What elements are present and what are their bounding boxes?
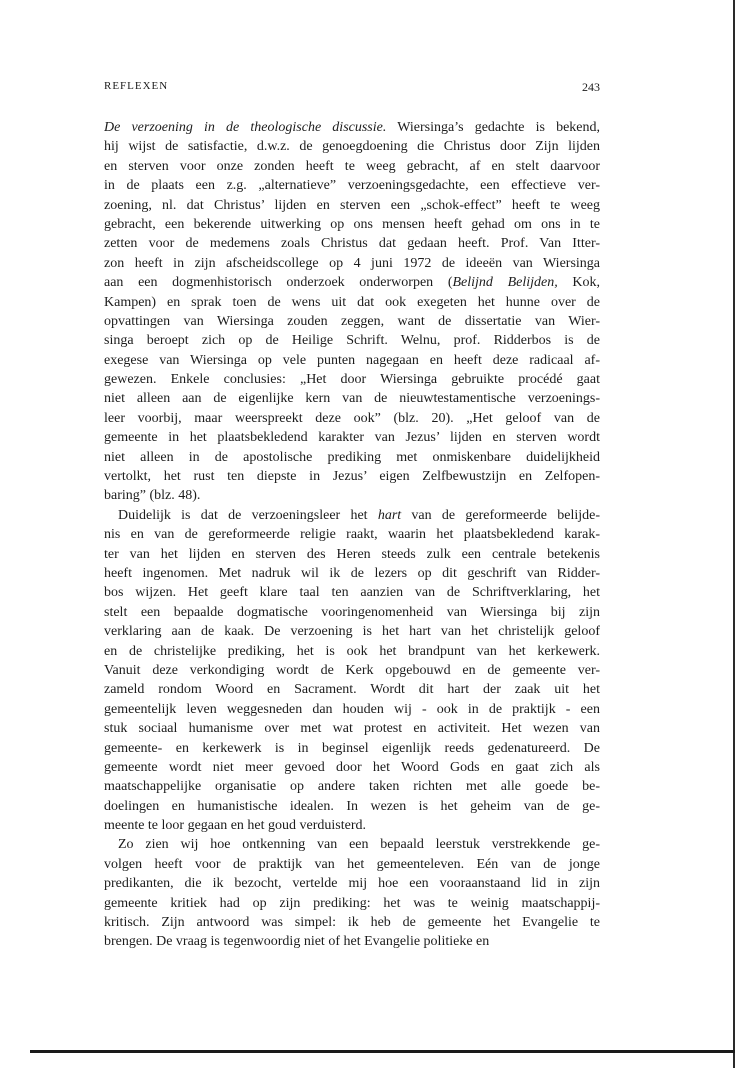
text-line [104,486,600,505]
text-line [104,835,600,854]
text-run: gewezen. Enkele conclusies: „Het door Wiersinga gebruikte procédé gaat [104,372,600,388]
text-run: verklaring aan de kaak. De verzoening is het hart van het christelijk geloof [104,624,600,640]
text-run: zon heeft in zijn afscheidscollege op 4 juni 1972 de ideeën van Wiersinga [104,255,600,271]
text-run: nis en van de gereformeerde religie raakt, waarin het plaatsbekledend karak- [104,527,600,543]
paragraph [104,118,600,506]
text-line [104,545,600,564]
text-line [104,758,600,777]
text-run: gemeente in het plaatsbekledend karakter van Jezus’ lijden en sterven wordt [104,430,600,446]
text-line [104,370,600,389]
text-run: doelingen en humanistische idealen. In wezen is het geheim van de ge- [104,798,600,814]
text-line [104,894,600,913]
text-line [104,719,600,738]
text-line [104,254,600,273]
text-run: predikanten, die ik bezocht, vertelde mij hoe een vooraanstaand lid in zijn [104,876,600,892]
text-line [104,273,600,292]
text-run: ter van het lijden en sterven des Heren steeds zulk een centrale betekenis [104,546,600,562]
text-line [104,583,600,602]
text-run: en de christelijke prediking, het is ook het brandpunt van het kerkewerk. [104,643,600,659]
paragraph [104,506,600,836]
text-run: opvattingen van Wiersinga zouden zeggen, want de dissertatie van Wier- [104,313,600,329]
text-run: singa beroept zich op de Heilige Schrift. Welnu, prof. Ridderbos is de [104,333,600,349]
scan-edge-right [733,0,735,1068]
text-run: niet alleen in de apostolische prediking met onmiskenbare duidelijkheid [104,449,600,465]
text-run: leer voorbij, maar weerspreekt deze ook” (blz. 20). „Het geloof van de [104,410,600,426]
text-line [104,777,600,796]
text-line [104,855,600,874]
page-number: 243 [582,80,600,94]
text-line [104,661,600,680]
text-line [104,797,600,816]
text-line [104,700,600,719]
text-line [104,234,600,253]
text-line [104,739,600,758]
text-run: Wiersinga’s gedachte is bekend, [386,120,600,135]
italic-text: hart [377,507,402,523]
text-line [104,351,600,370]
text-run: stelt een bepaalde dogmatische vooringenomenheid van Wiersinga bij zijn [104,604,600,620]
text-line [104,176,600,195]
text-line [104,816,600,835]
text-run: in de plaats een z.g. „alternatieve” verzoeningsgedachte, een effectieve ver- [104,178,600,194]
text-line [104,448,600,467]
text-run: Duidelijk is dat de verzoeningsleer het [118,507,378,523]
text-line [104,409,600,428]
paragraph [104,835,600,951]
text-line [104,525,600,544]
text-line [104,564,600,583]
text-run: gemeente- en kerkewerk is in beginsel eigenlijk reeds gedenatureerd. De [104,740,600,756]
text-line [104,137,600,156]
text-line [104,467,600,486]
italic-text: Belijnd Belijden, [452,275,558,291]
text-line [104,215,600,234]
text-line [104,913,600,932]
text-run: gemeente kritiek had op zijn prediking: het was te weinig maatschappij- [104,895,600,911]
text-line [104,293,600,312]
text-run: zameld rondom Woord en Sacrament. Wordt dit hart der zaak uit het [104,682,600,698]
text-run: meente te loor gegaan en het goud verduisterd. [104,818,367,834]
text-run: bos wijzen. Het geeft klare taal ten aanzien van de Schriftverklaring, het [104,585,600,601]
text-run: kritisch. Zijn antwoord was simpel: ik heb de gemeente het Evangelie te [104,915,600,931]
text-run: Vanuit deze verkondiging wordt de Kerk opgebouwd en de gemeente ver- [104,662,600,678]
scan-edge-bottom [30,1050,735,1053]
text-run: exegese van Wiersinga op vele punten nagegaan en heeft deze radicaal af- [104,352,600,368]
text-run: van de gereformeerde belijde- [401,507,600,523]
text-line [104,331,600,350]
text-line [104,506,600,525]
text-line [104,196,600,215]
text-run: hij wijst de satisfactie, d.w.z. de genoegdoening die Christus door Zijn lijden [104,139,600,155]
text-line [104,642,600,661]
text-line [104,932,600,951]
text-run: niet alleen aan de eigenlijke kern van de nieuwtestamentische verzoenings- [104,391,600,407]
text-run: aan een dogmenhistorisch onderzoek onderworpen ( [104,275,453,291]
text-run: Kok, [557,275,600,291]
text-line [104,603,600,622]
text-run: zetten voor de medemens zoals Christus dat gedaan heeft. Prof. Van Itter- [104,236,600,252]
text-line [104,874,600,893]
text-line [104,680,600,699]
text-run: vertolkt, het rust ten diepste in Jezus’ eigen Zelfbewustzijn en Zelfopen- [104,469,600,485]
text-run: baring” (blz. 48). [104,488,201,504]
text-run: Kampen) en sprak toen de wens uit dat ook exegeten het hunne over de [104,294,600,310]
running-title: REFLEXEN [104,80,169,92]
italic-text: De verzoening in de theologische discussie. [104,120,387,135]
text-run: stuk sociaal humanisme over met wat protest en activiteit. Het wezen van [104,721,600,737]
running-head [104,80,600,96]
text-line [104,389,600,408]
text-line [104,622,600,641]
text-run: brengen. De vraag is tegenwoordig niet of het Evangelie politieke en [104,934,490,950]
text-run: gemeentelijk leven weggesneden dan houden wij - ook in de praktijk - een [104,701,600,717]
text-run: gemeente wordt niet meer gevoed door het Woord Gods en gaat zich als [104,759,600,775]
text-run: volgen heeft voor de praktijk van het gemeenteleven. Eén van de jonge [104,856,600,872]
text-line [104,312,600,331]
text-run: maatschappelijke organisatie op andere taken richten met alle goede be- [104,779,600,795]
text-run: en sterven voor onze zonden heeft te weeg gebracht, af en stelt daarvoor [104,158,600,174]
text-line [104,428,600,447]
text-run: heeft ingenomen. Met nadruk wil ik de lezers op dit geschrift van Ridder- [104,565,600,581]
text-line [104,157,600,176]
text-run: Zo zien wij hoe ontkenning van een bepaald leerstuk verstrekkende ge- [118,837,600,853]
text-line [104,118,600,137]
body-text [104,118,600,952]
text-run: gebracht, een bekerende uitwerking op ons mensen heeft gehad om ons in te [104,216,600,232]
text-run: zoening, nl. dat Christus’ lijden en sterven een „schok-effect” heeft te weeg [104,197,600,213]
